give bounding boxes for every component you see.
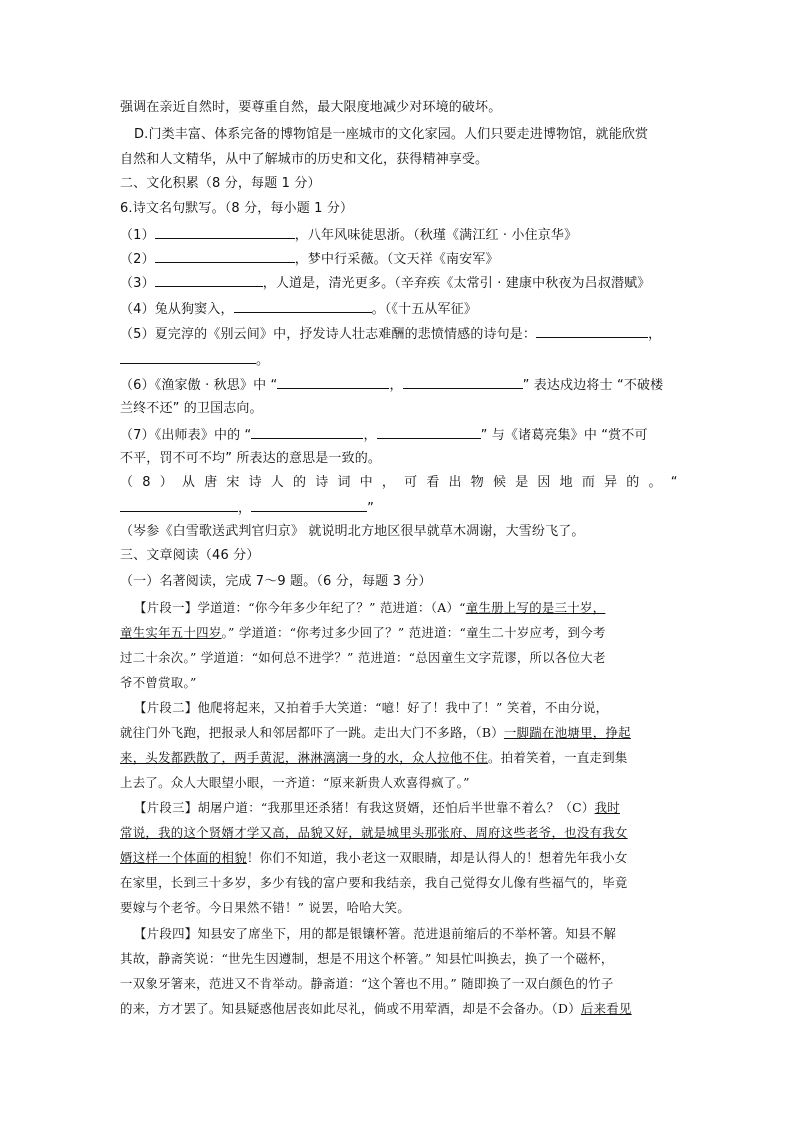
fragment-3-line-5: 要嫁与个老爷。今日果然不错！” 说罢，哈哈大笑。	[120, 900, 411, 915]
item-8-char: 诗	[315, 475, 329, 490]
item-8-char: 唐	[204, 475, 218, 490]
item-8-char: 。	[648, 475, 662, 490]
blank-5a[interactable]	[536, 323, 648, 338]
question-6-title: 6.诗文名句默写。（8 分，每小题 1 分）	[120, 201, 354, 216]
item-8-char: 宋	[226, 475, 240, 490]
item-8-quote: ”	[367, 501, 375, 516]
item-8-char: 8	[142, 475, 151, 490]
item-6-text-b: ” 表达戍边将士 “不破楼	[522, 378, 664, 393]
item-7-text-b: ” 与《诸葛亮集》中 “赏不可	[480, 428, 648, 443]
item-8-char: 从	[181, 475, 196, 490]
poem-item-7	[120, 424, 680, 446]
fragment-1-underline-b: 童生实年五十四岁	[120, 625, 222, 640]
blank-8a[interactable]	[120, 497, 238, 512]
blank-2[interactable]	[155, 248, 295, 263]
item-8-char: ，	[381, 475, 396, 490]
poem-item-8-line-3: （岑参《白雪歌送武判官归京》 就说明北方地区很早就草木凋谢，大雪纷飞了。	[120, 524, 585, 539]
blank-3[interactable]	[155, 272, 263, 287]
item-3-text: ，人道是，清光更多。（辛弃疾《太常引 · 建康中秋夜为吕叔潜赋》	[262, 276, 651, 291]
item-8-char: 因	[537, 475, 551, 490]
item-5-end: 。	[256, 353, 270, 368]
item-8-char: 是	[515, 475, 529, 490]
item-8-char: 而	[581, 475, 596, 490]
item-1-number: （1）	[120, 228, 155, 243]
item-5-comma: ，	[648, 327, 662, 342]
option-d-line-2: 自然和人文精华，从中了解城市的历史和文化，获得精神享受。	[120, 152, 489, 167]
poem-item-3	[120, 272, 680, 294]
item-8-char: 物	[470, 475, 484, 490]
item-8-char: 可	[404, 475, 418, 490]
fragment-2-line-3	[120, 748, 680, 768]
fragment-2-line-2	[120, 723, 680, 743]
section-3-title: 三、文章阅读（46 分）	[120, 548, 260, 563]
fragment-3-line-1	[134, 798, 694, 818]
section-2-title: 二、文化积累（8 分，每题 1 分）	[120, 176, 321, 191]
item-1-text: ，八年风味徒思浙。（秋瑾《满江红 · 小住京华》	[294, 228, 578, 243]
item-7-text-a: （7）《出师表》中的 “	[120, 428, 252, 443]
poem-item-2	[120, 248, 680, 270]
item-8-char: 的	[626, 475, 640, 490]
item-8-char: 诗	[248, 475, 262, 490]
blank-1[interactable]	[155, 224, 295, 239]
poem-item-8-line-2	[120, 497, 680, 519]
fragment-4-text: 的来，方才罢了。知县疑惑他居丧如此尽礼，倘或不用荤酒，却是不会备办。（D）	[120, 1001, 581, 1016]
item-2-number: （2）	[120, 252, 155, 267]
fragment-2-line-1: 【片段二】他爬将起来，又拍着手大笑道：“噫！好了！我中了！” 笑着，不由分说，	[134, 700, 609, 715]
item-4-text-b: 。（《十五从军征》	[371, 302, 477, 317]
poem-item-5-line-2	[120, 349, 680, 371]
fragment-3-text-b: ！你们不知道，我小老这一双眼睛，却是认得人的！想着先年我小女	[246, 850, 628, 865]
blank-5b[interactable]	[120, 349, 256, 364]
fragment-4-underline: 后来看见	[580, 1001, 632, 1016]
fragment-1-line-1	[134, 598, 694, 618]
poem-item-8	[120, 473, 678, 493]
fragment-3-underline-a: 我时	[594, 800, 620, 815]
item-8-char: 人	[270, 475, 284, 490]
item-8-comma: ，	[238, 501, 252, 516]
blank-7b[interactable]	[377, 424, 481, 439]
item-2-text: ，梦中行采薇。（文天祥《南安军》	[294, 252, 499, 267]
fragment-3-text: 【片段三】胡屠户道：“我那里还杀猪！有我这贤婿，还怕后半世靠不着么？（C）	[134, 800, 595, 815]
blank-7a[interactable]	[251, 424, 363, 439]
item-6-comma: ，	[389, 378, 403, 393]
item-8-char: ）	[159, 475, 173, 490]
fragment-1-line-2	[120, 623, 680, 643]
fragment-4-line-1: 【片段四】知县安了席坐下，用的都是银镶杯箸。范进退前缩后的不举杯箸。知县不解	[134, 926, 617, 941]
item-8-char: 出	[448, 475, 462, 490]
fragment-1-text: 【片段一】学道道：“你今年多少年纪了？” 范进道：（A）“	[134, 600, 466, 615]
fragment-1-line-3: 过二十余次。” 学道道：“如何总不进学？” 范进道：“总因童生文字荒谬，所以各位大老	[120, 650, 606, 665]
blank-6a[interactable]	[277, 374, 389, 389]
fragment-3-line-4: 在家里，长到三十多岁，多少有钱的富户要和我结亲，我自己觉得女儿像有些福气的，毕竟	[120, 875, 628, 890]
poem-item-7-line-2: 不平，罚不可不均” 所表达的意思是一致的。	[120, 451, 382, 466]
intro-line-1: 强调在亲近自然时，要尊重自然，最大限度地减少对环境的破坏。	[120, 100, 502, 115]
item-8-char: 的	[293, 475, 307, 490]
item-8-char: 候	[492, 475, 507, 490]
fragment-2-text-b: 。拍着笑着，一直走到集	[488, 750, 628, 765]
item-8-char: “	[670, 475, 678, 490]
item-8-char: 中	[359, 475, 373, 490]
option-d-line-1: D.门类丰富、体系完备的博物馆是一座城市的文化家园。人们只要走进博物馆，就能欣赏	[134, 127, 649, 142]
item-4-text-a: （4）兔从狗窦入，	[120, 302, 234, 317]
blank-6b[interactable]	[403, 374, 523, 389]
fragment-4-line-2: 其故，静斋笑说：“世先生因遵制，想是不用这个杯箸。” 知县忙叫换去，换了一个磁杯，	[120, 951, 614, 966]
fragment-1-underline-a: 童生册上写的是三十岁，	[465, 600, 606, 615]
fragment-4-line-4	[120, 999, 680, 1019]
poem-item-4	[120, 298, 680, 320]
fragment-2-underline-a: 一脚踹在池塘里，挣起	[503, 725, 631, 740]
item-8-char: 词	[337, 475, 351, 490]
item-5-text: （5）夏完淳的《别云间》中，抒发诗人壮志难酬的悲愤情感的诗句是：	[120, 327, 537, 342]
blank-4[interactable]	[234, 298, 372, 313]
poem-item-5	[120, 323, 680, 345]
subsection-1-title: （一）名著阅读，完成 7～9 题。（6 分，每题 3 分）	[120, 574, 432, 589]
poem-item-6	[120, 374, 680, 396]
fragment-3-underline-b: 常说，我的这个贤婿才学又高，品貌又好，就是城里头那张府、周府这些老爷，也没有我女	[120, 825, 628, 840]
poem-item-6-line-2: 兰终不还” 的卫国志向。	[120, 401, 263, 416]
poem-item-1	[120, 224, 680, 246]
item-3-number: （3）	[120, 276, 155, 291]
fragment-1-text-b: 。” 学道道：“你考过多少回了？” 范进道：“童生二十岁应考，到今考	[221, 625, 606, 640]
item-7-comma: ，	[363, 428, 377, 443]
item-8-char: 地	[559, 475, 573, 490]
item-8-char: 异	[604, 475, 618, 490]
fragment-1-line-4: 爷不曾赏取。”	[120, 675, 197, 690]
fragment-3-line-2	[120, 823, 680, 843]
fragment-2-underline-b: 来，头发都跌散了，两手黄泥，淋淋漓漓一身的水，众人拉他不住	[120, 750, 489, 765]
fragment-4-line-3: 一双象牙箸来，范进又不肯举动。静斋道：“这个箸也不用。” 随即换了一双白颜色的竹子	[120, 976, 614, 991]
fragment-2-text: 就往门外飞跑，把报录人和邻居都吓了一跳。走出大门不多路，（B）	[120, 725, 504, 740]
item-8-char: （	[120, 475, 134, 490]
fragment-3-underline-c: 婿这样一个体面的相貌	[120, 850, 247, 865]
item-8-char: 看	[426, 475, 440, 490]
item-6-text-a: （6）《渔家傲 · 秋思》中 “	[120, 378, 278, 393]
fragment-3-line-3	[120, 848, 680, 868]
fragment-2-line-4: 上去了。众人大眼望小眼，一齐道：“原来新贵人欢喜得疯了。”	[120, 775, 470, 790]
blank-8b[interactable]	[251, 497, 367, 512]
